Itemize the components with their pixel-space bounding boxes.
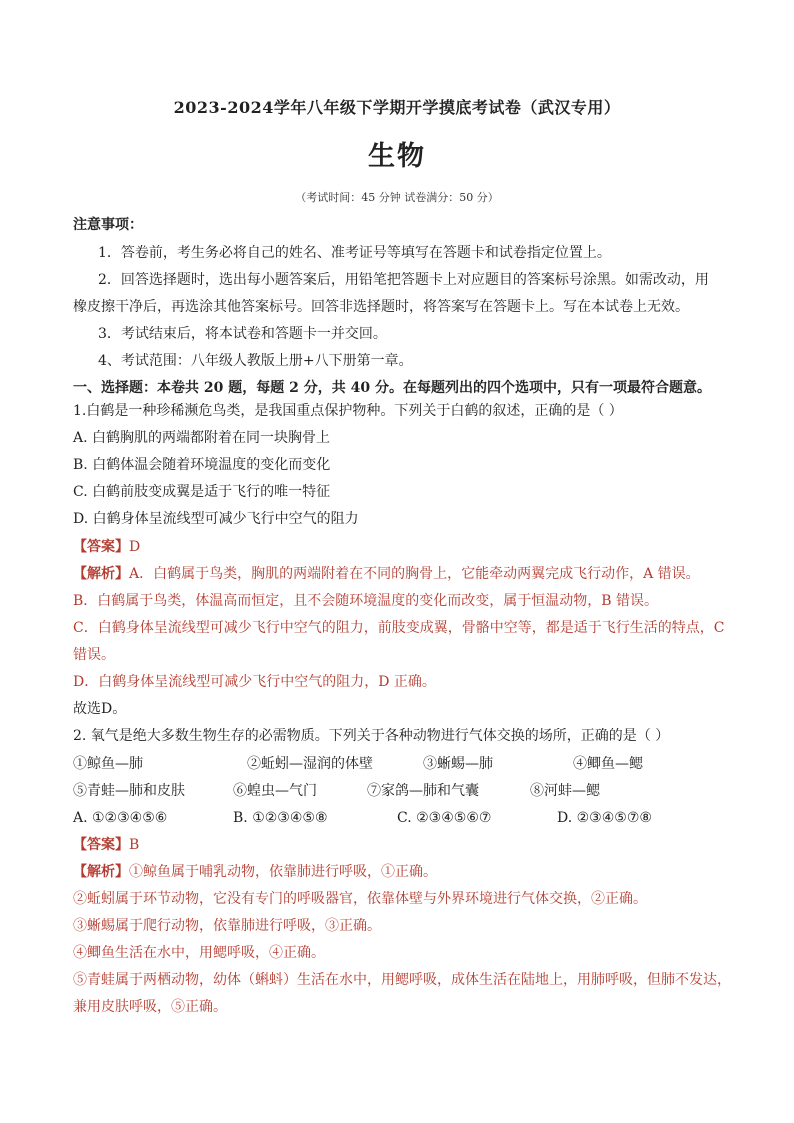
question-1-conclusion: 故选D。 (73, 701, 127, 717)
analysis-line: B．白鹤属于鸟类，体温高而恒定，且不会随环境温度的变化而改变，属于恒温动物，B 错误。 (73, 593, 659, 609)
question-2-item: ⑤青蛙—肺和皮肤 (73, 783, 185, 799)
notice-item: 2．回答选择题时，选出每小题答案后，用铅笔把答题卡上对应题目的答案标号涂黑。如需改动，用 (98, 272, 709, 288)
question-2-item: ③蜥蜴—肺 (423, 756, 493, 772)
question-1-option-a: A. 白鹤胸肌的两端都附着在同一块胸骨上 (73, 430, 331, 446)
notice-item: 1．答卷前，考生务必将自己的姓名、准考证号等填写在答题卡和试卷指定位置上。 (98, 245, 611, 261)
question-2-item: ④鲫鱼—鳃 (573, 756, 643, 772)
analysis-line: D．白鹤身体呈流线型可减少飞行中空气的阻力，D 正确。 (73, 674, 436, 690)
question-2-item: ⑥蝗虫—气门 (233, 783, 317, 799)
question-2-choice-d: D. ②③④⑤⑦⑧ (557, 810, 652, 826)
question-2-analysis (73, 863, 437, 881)
notice-item: 橡皮擦干净后，再选涂其他答案标号。回答非选择题时，将答案写在答题卡上。写在本试卷上无效。 (73, 299, 689, 315)
answer-tag: 【答案】 (73, 837, 129, 853)
analysis-tag: 【解析】 (73, 864, 129, 880)
analysis-line: ⑤青蛙属于两栖动物，幼体（蝌蚪）生活在水中，用鳃呼吸，成体生活在陆地上，用肺呼吸，但肺不发达， (73, 972, 731, 988)
question-1-analysis (73, 565, 700, 583)
question-2-answer (73, 836, 139, 854)
subject-title: 生物 (368, 141, 426, 172)
question-1-option-d: D. 白鹤身体呈流线型可减少飞行中空气的阻力 (73, 511, 359, 527)
analysis-line: C．白鹤身体呈流线型可减少飞行中空气的阻力，前肢变成翼，骨骼中空等，都是适于飞行生活的特点，C (73, 620, 725, 636)
question-2-stem: 2. 氧气是绝大多数生物生存的必需物质。下列关于各种动物进行气体交换的场所，正确的是（ ） (73, 728, 670, 744)
question-2-item: ⑦家鸽—肺和气囊 (367, 783, 479, 799)
notice-item: 3．考试结束后，将本试卷和答题卡一并交回。 (98, 326, 387, 342)
analysis-line: ②蚯蚓属于环节动物，它没有专门的呼吸器官，依靠体壁与外界环境进行气体交换，②正确。 (73, 891, 647, 907)
analysis-line: 兼用皮肤呼吸，⑤正确。 (73, 999, 227, 1015)
question-2-item: ②蚯蚓—湿润的体壁 (247, 756, 373, 772)
notice-item: 4、考试范围：八年级人教版上册+八下册第一章。 (98, 353, 413, 369)
question-2-item: ①鲸鱼—肺 (73, 756, 143, 772)
exam-meta: （考试时间：45 分钟 试卷满分：50 分） (295, 191, 499, 204)
question-1-option-c: C. 白鹤前肢变成翼是适于飞行的唯一特征 (73, 484, 331, 500)
analysis-line: ①鲸鱼属于哺乳动物，依靠肺进行呼吸，①正确。 (129, 864, 437, 880)
question-1-option-b: B. 白鹤体温会随着环境温度的变化而变化 (73, 457, 331, 473)
question-2-item: ⑧河蚌—鳃 (530, 783, 600, 799)
analysis-line: 错误。 (73, 647, 115, 663)
exam-title: 2023-2024学年八年级下学期开学摸底考试卷（武汉专用） (173, 98, 621, 117)
answer-tag: 【答案】 (73, 539, 129, 555)
section-heading: 一、选择题：本卷共 20 题，每题 2 分，共 40 分。在每题列出的四个选项中，只有一项最符合题意。 (73, 380, 711, 396)
question-2-choice-b: B. ①②③④⑤⑧ (233, 810, 328, 826)
answer-value: B (129, 837, 140, 853)
notice-heading: 注意事项： (73, 217, 143, 233)
analysis-line: A．白鹤属于鸟类，胸肌的两端附着在不同的胸骨上，它能牵动两翼完成飞行动作，A 错误。 (129, 566, 700, 582)
question-2-choice-c: C. ②③④⑤⑥⑦ (397, 810, 492, 826)
question-2-choice-a: A. ①②③④⑤⑥ (73, 810, 168, 826)
analysis-tag: 【解析】 (73, 566, 129, 582)
analysis-line: ④鲫鱼生活在水中，用鳃呼吸，④正确。 (73, 945, 325, 961)
question-1-answer (73, 538, 140, 556)
answer-value: D (129, 539, 141, 555)
question-1-stem: 1.白鹤是一种珍稀濒危鸟类，是我国重点保护物种。下列关于白鹤的叙述，正确的是（ ） (73, 403, 623, 419)
analysis-line: ③蜥蜴属于爬行动物，依靠肺进行呼吸，③正确。 (73, 918, 381, 934)
